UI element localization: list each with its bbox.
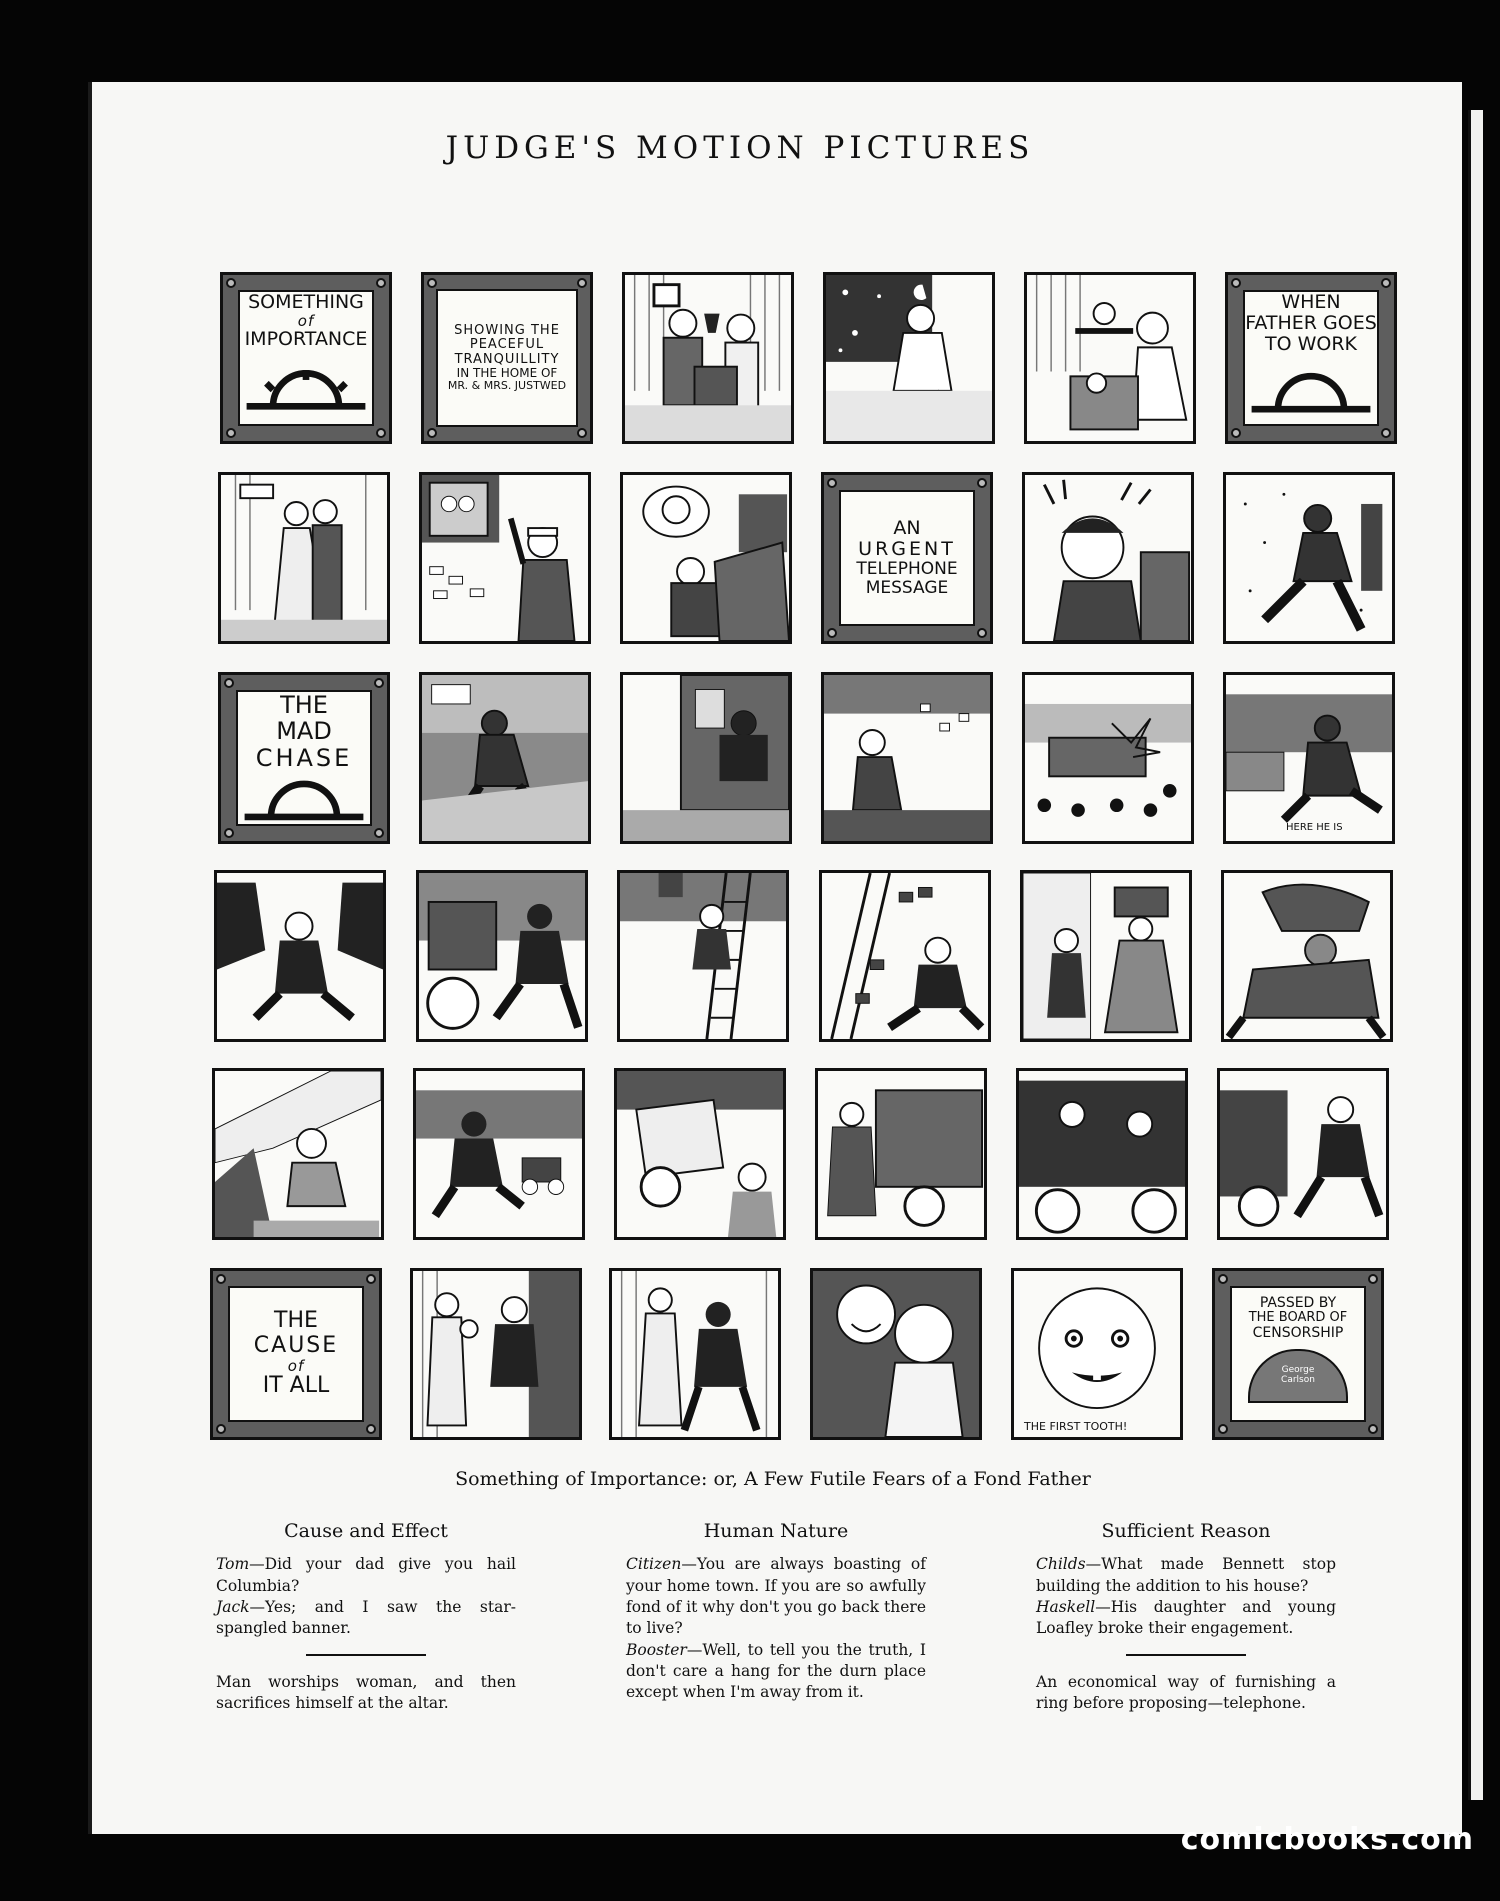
running-street-drawing [422, 675, 588, 841]
speaker-name: Childs [1036, 1555, 1086, 1574]
panel-jumping-streetcar [620, 672, 792, 844]
column-heading: Cause and Effect [284, 1520, 448, 1542]
panel-policeman-and-car [815, 1068, 987, 1240]
panel-ladder-fall [617, 870, 789, 1042]
card-line: WHEN [1281, 291, 1341, 313]
dialogue-line [1036, 1597, 1336, 1640]
jump-cab-drawing [1220, 1071, 1386, 1237]
telephone-shock-drawing [1025, 475, 1191, 641]
card-line: IMPORTANCE [244, 328, 368, 351]
card-line: MR. & MRS. JUSTWED [447, 378, 567, 392]
panel-family-at-home [622, 272, 794, 444]
panel-crying-baby-bed [1024, 272, 1196, 444]
couple-scene-drawing [221, 475, 387, 641]
title-card-the-mad-chase [218, 672, 390, 844]
panel-driving-with-thought [620, 472, 792, 644]
card-line: FATHER GOES [1245, 311, 1377, 334]
panel-knocked-down [212, 1068, 384, 1240]
card-line: PEACEFUL [469, 337, 545, 353]
speaker-name: Haskell [1036, 1597, 1096, 1616]
dialogue-text: —Yes; and I saw the star-spangled banner. [216, 1597, 516, 1638]
chauffeur-drawing [1019, 1071, 1185, 1237]
site-watermark: comicbooks.com [1180, 1822, 1474, 1857]
baby-face-drawing [1014, 1271, 1180, 1437]
card-line: THE [280, 691, 328, 719]
speaker-name: Booster [626, 1640, 687, 1659]
card-line: of [297, 311, 315, 330]
thrown-drawing [824, 675, 990, 841]
card-line: MAD [276, 717, 332, 746]
dialogue-text: —Did your dad give you hail Columbia? [216, 1555, 516, 1595]
family-scene-drawing [625, 275, 791, 441]
basket-drawing [1023, 873, 1189, 1039]
page-title: JUDGE'S MOTION PICTURES [445, 130, 1035, 166]
card-line: IN THE HOME OF [456, 365, 558, 380]
title-card-something-of-importance [220, 272, 392, 444]
rising-sun-icon [240, 356, 372, 424]
column-heading: Human Nature [703, 1520, 849, 1542]
panel-rushing-out-door [1223, 472, 1395, 644]
rushing-out-drawing [1226, 475, 1392, 641]
police-car-drawing [818, 1071, 984, 1237]
panel-chauffeur [1016, 1068, 1188, 1240]
speaker-name: Citizen [626, 1555, 682, 1574]
speaker-name: Jack [216, 1597, 250, 1616]
dialogue-text: —You are always boasting of your home town. If you are so awfully fond of it why don't you go back there to live? [626, 1555, 926, 1638]
facing-page-edge [1468, 110, 1483, 1800]
rising-sun-icon [1245, 361, 1377, 424]
dialogue-text: —Well, to tell you the truth, I don't care a hang for the durn place except when I'm away from it. [626, 1640, 926, 1702]
street-wave-drawing [422, 475, 588, 641]
horses-drawing [217, 873, 383, 1039]
title-card-the-cause-of-it-all [210, 1268, 382, 1440]
dialogue-line [216, 1597, 516, 1640]
card-line: CENSORSHIP [1252, 1324, 1344, 1341]
card-line: SOMETHING [248, 291, 364, 313]
night-scene-drawing [826, 275, 992, 441]
past-car-drawing [416, 1071, 582, 1237]
signature-sun [1248, 1349, 1348, 1403]
dialogue-line [626, 1554, 926, 1640]
card-line: THE [274, 1308, 318, 1334]
card-line: CHASE [255, 743, 353, 772]
card-line: URGENT [858, 538, 956, 561]
family-embrace-drawing [612, 1271, 778, 1437]
comic-caption: Something of Importance: or, A Few Futile Fears of a Fond Father [455, 1468, 1091, 1490]
dialogue-text: —His daughter and young Loafley broke their engagement. [1036, 1597, 1336, 1638]
panel-running-street [419, 672, 591, 844]
ladder-drawing [620, 873, 786, 1039]
card-line: PASSED BY [1259, 1295, 1337, 1311]
divider [306, 1654, 426, 1656]
card-line: THE BOARD OF [1248, 1310, 1348, 1326]
panel-collision-with-woman [1221, 870, 1393, 1042]
panel-goodbye-kiss [218, 472, 390, 644]
bricks-drawing [822, 873, 988, 1039]
panel-running-past-car [413, 1068, 585, 1240]
here-he-is-drawing [1226, 675, 1392, 841]
bedroom-scene-drawing [1027, 275, 1193, 441]
panel-falling-bricks [819, 870, 991, 1042]
card-line: SHOWING THE [454, 322, 560, 338]
panel-father-and-baby [810, 1268, 982, 1440]
card-line: of [287, 1356, 305, 1375]
panel-embracing-family [609, 1268, 781, 1440]
speaker-name: Tom [216, 1555, 250, 1574]
dialogue-line [216, 1554, 516, 1597]
artist-signature: George Carlson [1281, 1365, 1315, 1386]
dialogue-text: —What made Bennett stop building the addition to his house? [1036, 1555, 1336, 1595]
divider [1126, 1654, 1246, 1656]
panel-thrown-from-car [821, 672, 993, 844]
panel-shocked-at-phone [1022, 472, 1194, 644]
car-driving-drawing [623, 475, 789, 641]
title-card-urgent-telephone-message [821, 472, 993, 644]
pursuit-drawing [617, 1071, 783, 1237]
panel-car-pursuit [614, 1068, 786, 1240]
card-line: TO WORK [1264, 332, 1357, 355]
auto-dodge-drawing [419, 873, 585, 1039]
streetcar-drawing [623, 675, 789, 841]
rising-sun-icon [238, 777, 370, 824]
panel-arriving-home [410, 1268, 582, 1440]
panel-night-walking-baby [823, 272, 995, 444]
joke-text: Man worships woman, and then sacrifices himself at the altar. [216, 1672, 516, 1713]
here-he-is-label: HERE HE IS [1286, 822, 1343, 833]
card-line: TRANQUILLITY [454, 351, 560, 367]
card-line: TELEPHONE [856, 559, 958, 580]
title-card-when-father-goes-to-work [1225, 272, 1397, 444]
panel-here-he-is [1223, 672, 1395, 844]
panel-crash-crowd [1022, 672, 1194, 844]
column-cause-and-effect [216, 1518, 516, 1714]
card-line: IT ALL [262, 1373, 330, 1399]
dialogue-line [1036, 1554, 1336, 1597]
arriving-home-drawing [413, 1271, 579, 1437]
card-line: AN [893, 517, 921, 540]
column-sufficient-reason [1036, 1518, 1336, 1714]
card-line: MESSAGE [865, 577, 949, 598]
father-baby-drawing [813, 1271, 979, 1437]
column-human-nature [626, 1518, 926, 1704]
title-card-passed-by-censorship [1212, 1268, 1384, 1440]
panel-dodging-auto [416, 870, 588, 1042]
panel-jumping-from-cab [1217, 1068, 1389, 1240]
panel-first-tooth [1011, 1268, 1183, 1440]
panel-waving-from-street [419, 472, 591, 644]
crash-drawing [1025, 675, 1191, 841]
collision-drawing [1224, 873, 1390, 1039]
title-card-peaceful-tranquillity [421, 272, 593, 444]
column-heading: Sufficient Reason [1101, 1520, 1271, 1542]
card-line: CAUSE [253, 1332, 339, 1358]
knocked-down-drawing [215, 1071, 381, 1237]
dialogue-line [626, 1640, 926, 1704]
first-tooth-label: THE FIRST TOOTH! [1024, 1420, 1128, 1433]
joke-text: An economical way of furnishing a ring before proposing—telephone. [1036, 1672, 1336, 1713]
panel-woman-with-basket [1020, 870, 1192, 1042]
panel-dodging-horses [214, 870, 386, 1042]
